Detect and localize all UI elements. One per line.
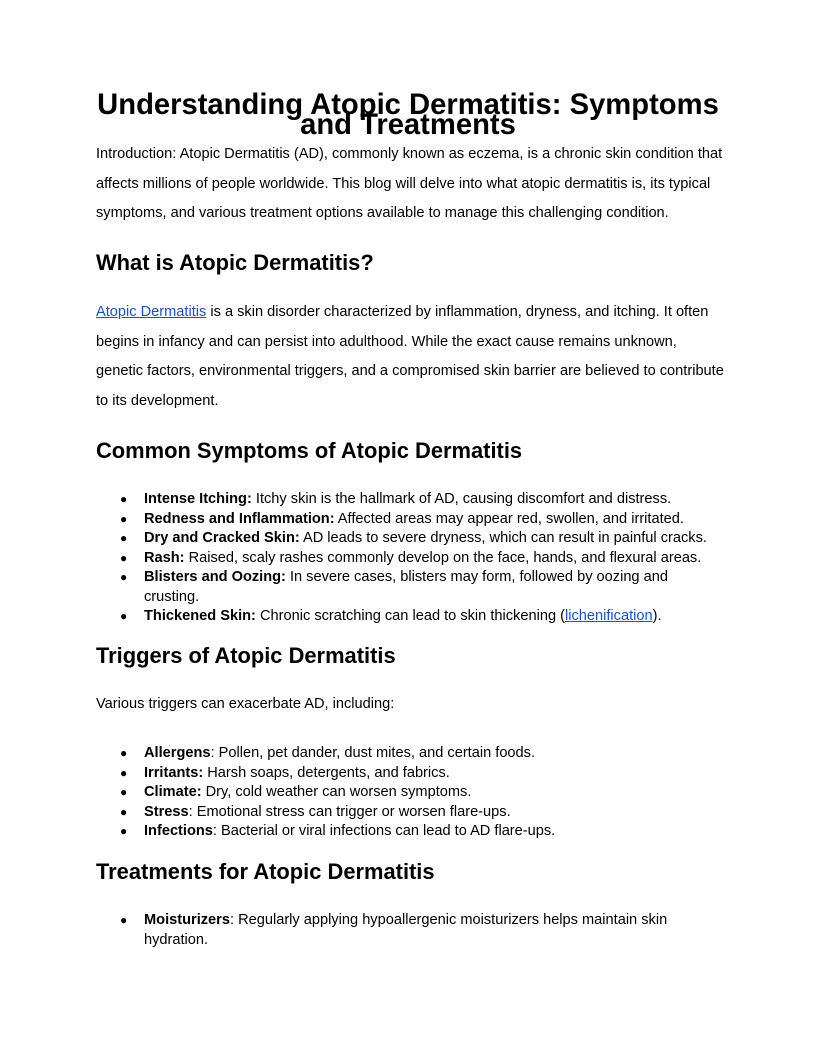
item-text: Affected areas may appear red, swollen, and irritated.	[334, 510, 684, 527]
item-text: AD leads to severe dryness, which can result in painful cracks.	[299, 530, 707, 546]
item-text: In severe cases, blisters may form, followed by oozing and crusting.	[144, 569, 668, 605]
item-text: : Emotional stress can trigger or worsen flare-ups.	[188, 803, 511, 820]
what-is-body: is a skin disorder characterized by inflammation, dryness, and itching. It often begins in infancy and can persist into adulthood. While the exact cause remains unknown, genetic factors, environmental triggers, and a compromised skin barrier are believed to contribute to its development.	[96, 304, 724, 409]
lichenification-link[interactable]: lichenification	[564, 608, 653, 624]
list-item	[96, 607, 720, 627]
item-term: Blisters and Oozing:	[144, 569, 286, 585]
symptoms-heading: Common Symptoms of Atopic Dermatitis	[96, 438, 523, 463]
list-item	[96, 529, 720, 549]
list-item	[96, 490, 720, 510]
bullet-icon: ●	[120, 765, 128, 780]
list-item	[96, 568, 720, 607]
bullet-icon: ●	[120, 550, 128, 565]
list-item	[96, 803, 720, 823]
item-text: Itchy skin is the hallmark of AD, causing discomfort and distress.	[251, 491, 672, 507]
item-term: Redness and Inflammation:	[144, 510, 335, 527]
item-text: Harsh soaps, detergents, and fabrics.	[203, 764, 450, 781]
treatments-list	[96, 911, 720, 950]
item-text: : Bacterial or viral infections can lead to AD flare-ups.	[212, 823, 556, 839]
bullet-icon: ●	[120, 531, 128, 545]
triggers-intro: Various triggers can exacerbate AD, including:	[96, 696, 395, 712]
item-term: Intense Itching:	[144, 491, 252, 507]
list-item	[96, 822, 720, 842]
bullet-icon: ●	[120, 913, 128, 927]
bullet-icon: ●	[120, 609, 128, 623]
bullet-icon: ●	[120, 511, 128, 526]
item-text: : Regularly applying hypoallergenic moisturizers helps maintain skin hydration.	[144, 912, 668, 948]
item-text-after: ).	[652, 608, 662, 624]
what-is-paragraph	[96, 298, 726, 416]
document-title: Understanding Atopic Dermatitis: Symptoms and Treatments	[97, 89, 719, 141]
triggers-list	[96, 744, 720, 842]
item-text: : Pollen, pet dander, dust mites, and certain foods.	[210, 745, 536, 761]
bullet-icon: ●	[120, 785, 128, 799]
list-item	[96, 549, 720, 569]
item-term: Stress	[144, 803, 189, 820]
bullet-icon: ●	[120, 824, 128, 838]
item-text: Raised, scaly rashes commonly develop on the face, hands, and flexural areas.	[184, 549, 702, 566]
list-item	[96, 510, 720, 530]
list-item	[96, 783, 720, 803]
treatments-heading: Treatments for Atopic Dermatitis	[96, 859, 435, 884]
bullet-icon: ●	[120, 492, 128, 506]
list-item	[96, 911, 720, 950]
item-term: Climate:	[144, 784, 202, 800]
atopic-dermatitis-link[interactable]: Atopic Dermatitis	[96, 304, 207, 320]
item-text: Dry, cold weather can worsen symptoms.	[201, 784, 472, 800]
what-is-heading: What is Atopic Dermatitis?	[96, 250, 374, 275]
intro-paragraph: Introduction: Atopic Dermatitis (AD), commonly known as eczema, is a chronic skin condition that affects millions of people worldwide. This blog will delve into what atopic dermatitis is, its typical symptoms, and various treatment options available to manage this challenging condition.	[96, 146, 723, 221]
item-term: Moisturizers	[144, 912, 230, 928]
bullet-icon: ●	[120, 746, 128, 760]
item-term: Dry and Cracked Skin:	[144, 530, 300, 546]
list-item	[96, 744, 720, 764]
triggers-heading: Triggers of Atopic Dermatitis	[96, 643, 396, 668]
item-term: Irritants:	[144, 764, 204, 781]
bullet-icon: ●	[120, 570, 128, 584]
item-term: Allergens	[144, 745, 211, 761]
item-term: Infections	[144, 823, 213, 839]
item-text: Chronic scratching can lead to skin thickening (	[255, 608, 565, 624]
item-term: Rash:	[144, 549, 185, 566]
item-term: Thickened Skin:	[144, 608, 256, 624]
list-item	[96, 764, 720, 784]
bullet-icon: ●	[120, 804, 128, 819]
symptoms-list	[96, 490, 720, 627]
